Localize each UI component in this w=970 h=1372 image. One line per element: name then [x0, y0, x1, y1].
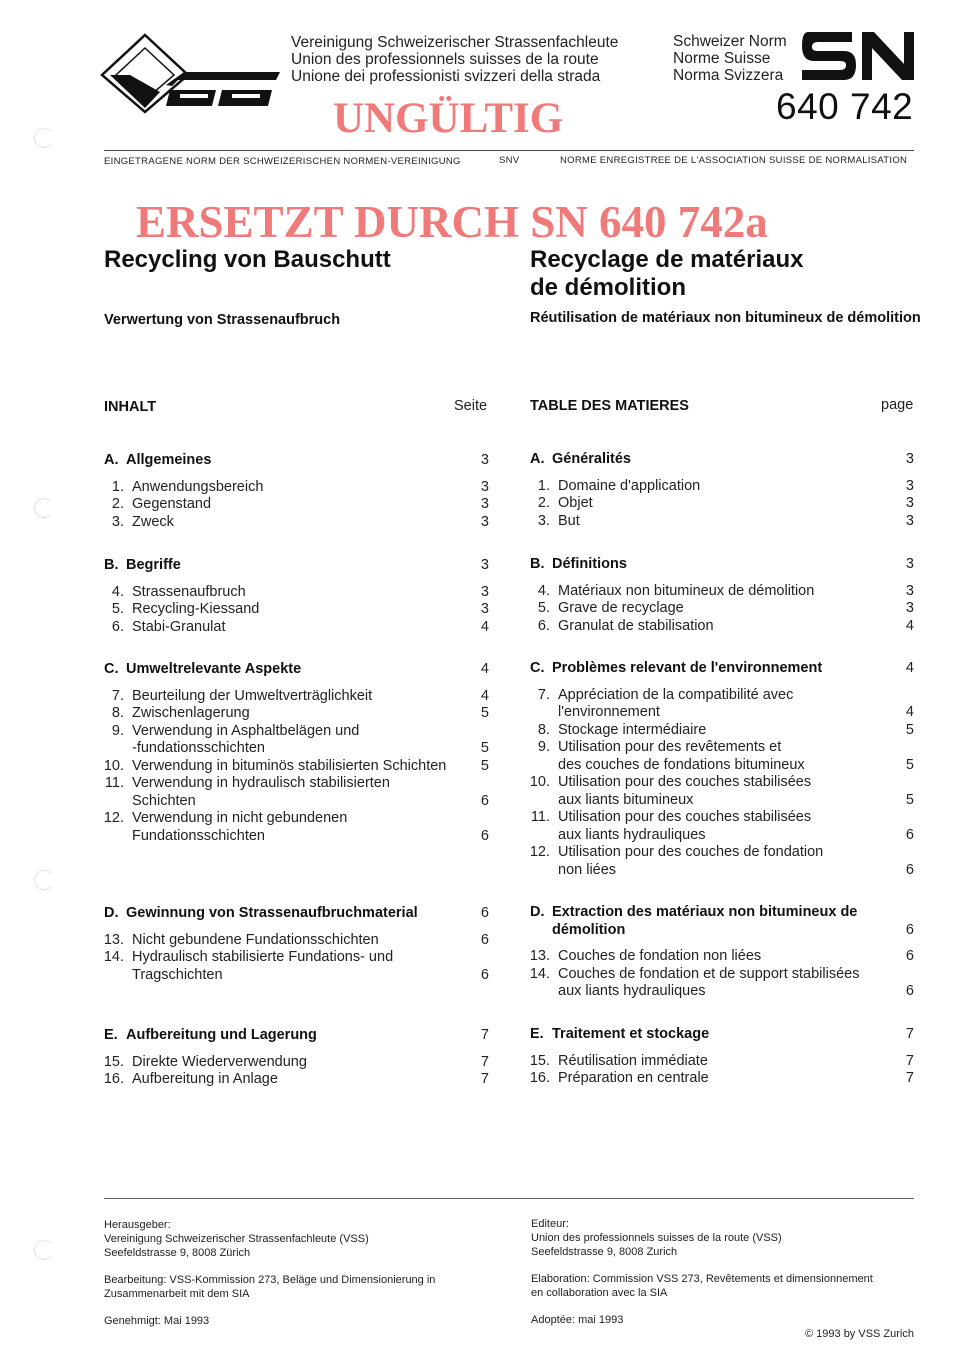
- toc-item-text: l'environnement: [558, 704, 660, 720]
- toc-item-page: 4: [480, 618, 489, 635]
- toc-item-number: 16.: [103, 1071, 124, 1087]
- toc-item-text: Réutilisation immédiate: [558, 1052, 708, 1069]
- toc-item-text: Appréciation de la compatibilité avec: [558, 686, 794, 703]
- toc-item-text: Recycling-Kiessand: [132, 601, 260, 617]
- toc-item-page: 6: [480, 827, 489, 844]
- toc-item-number: 7.: [537, 686, 550, 703]
- toc-item-text: non liées: [558, 861, 617, 878]
- toc-section-letter: E.: [530, 1026, 544, 1042]
- punch-hole-mark: [34, 128, 54, 148]
- toc-page-label-fr: page: [881, 397, 914, 413]
- toc-section-page: 3: [480, 452, 489, 468]
- toc-item-text: Grave de recyclage: [558, 600, 684, 616]
- toc-item-number: 10.: [103, 757, 124, 774]
- toc-item-page: 6: [905, 861, 914, 878]
- toc-item-text: Utilisation pour des revêtements et: [558, 739, 782, 755]
- title-de: Recycling von Bauschutt: [104, 246, 391, 273]
- toc-item-text: Matériaux non bitumineux de démolition: [558, 582, 815, 599]
- toc-heading-fr: TABLE DES MATIERES: [530, 398, 689, 414]
- toc-section-name: Allgemeines: [126, 452, 212, 468]
- toc-item-text: aux liants bitumineux: [558, 791, 694, 808]
- toc-section-page: 7: [480, 1027, 489, 1043]
- toc-section-title: [104, 1027, 317, 1043]
- publisher-label-fr: Editeur:: [531, 1218, 569, 1230]
- editing-line1-de: Bearbeitung: VSS-Kommission 273, Beläge und Dimensionierung in: [104, 1274, 436, 1286]
- toc-item-text: Verwendung in nicht gebundenen: [132, 810, 348, 826]
- toc-item-text: Utilisation pour des couches de fondation: [558, 844, 824, 860]
- toc-item-text: -fundationsschichten: [132, 740, 265, 756]
- toc-section-letter: D.: [530, 904, 545, 920]
- toc-item-text: Verwendung in hydraulisch stabilisierten: [132, 775, 390, 791]
- toc-section-name: Umweltrelevante Aspekte: [126, 661, 302, 677]
- toc-section-title: [104, 905, 418, 921]
- toc-item-page: 3: [480, 583, 489, 600]
- toc-item-text: Granulat de stabilisation: [558, 617, 714, 634]
- toc-item-text: aux liants hydrauliques: [558, 983, 706, 999]
- toc-item-text: Direkte Wiederverwendung: [132, 1053, 307, 1070]
- toc-section-title: [104, 452, 211, 468]
- toc-item-page: 3: [480, 478, 489, 495]
- registration-snv: SNV: [499, 155, 520, 166]
- toc-section-letter: B.: [530, 556, 545, 572]
- toc-section-title-cont: démolition: [552, 921, 626, 938]
- toc-section-letter: B.: [104, 557, 119, 573]
- toc-item-number: 11.: [530, 809, 550, 825]
- publisher-label-de: Herausgeber:: [104, 1219, 171, 1231]
- toc-section-title: [104, 557, 181, 573]
- org-name-it: Unione dei professionisti svizzeri della strada: [291, 68, 601, 85]
- toc-item-text: Fundationsschichten: [132, 827, 265, 844]
- punch-hole-mark: [34, 498, 54, 518]
- toc-item-page: 5: [480, 740, 489, 756]
- toc-section-name: Traitement et stockage: [552, 1026, 710, 1042]
- org-name-de: Vereinigung Schweizerischer Strassenfachleute: [291, 34, 619, 51]
- toc-item-page: 3: [480, 496, 489, 512]
- toc-item-number: 9.: [537, 739, 550, 755]
- stamp-replaced: ERSETZT DURCH SN 640 742a: [136, 197, 768, 247]
- norm-label-it: Norma Svizzera: [673, 67, 784, 84]
- vss-logo: [100, 30, 282, 116]
- toc-item-page: 3: [905, 600, 914, 616]
- org-name-fr: Union des professionnels suisses de la route: [291, 51, 599, 68]
- toc-item-text: Zwischenlagerung: [132, 705, 250, 721]
- toc-section-page: 6: [480, 905, 489, 921]
- toc-item-page: 3: [480, 513, 489, 530]
- toc-item-page: 3: [480, 601, 489, 617]
- norm-label-fr: Norme Suisse: [673, 50, 771, 67]
- toc-section-name: Problèmes relevant de l'environnement: [552, 660, 823, 676]
- toc-item-page: 5: [905, 791, 914, 808]
- footer-fr: [531, 1217, 873, 1327]
- publisher-name-de: Vereinigung Schweizerischer Strassenfachleute (VSS): [104, 1233, 369, 1245]
- toc-item-page: 3: [905, 495, 914, 511]
- toc-item-number: 1.: [537, 477, 550, 494]
- norm-label-de: Schweizer Norm: [673, 33, 787, 50]
- registration-fr: NORME ENREGISTREE DE L'ASSOCIATION SUISSE DE NORMALISATION: [560, 155, 908, 166]
- toc-item-text: Domaine d'application: [558, 477, 701, 494]
- toc-item-text: Hydraulisch stabilisierte Fundations- und: [132, 949, 394, 965]
- toc-item-page: 4: [905, 704, 914, 720]
- toc-heading-de: INHALT: [104, 399, 157, 415]
- toc-section-letter: D.: [104, 905, 119, 921]
- toc-item-number: 2.: [111, 496, 124, 512]
- toc-section-name: Begriffe: [126, 557, 181, 573]
- editing-line2-fr: en collaboration avec la SIA: [531, 1287, 668, 1299]
- toc-item-page: 3: [905, 512, 914, 529]
- toc-section-title: [530, 1026, 709, 1042]
- toc-item-number: 3.: [111, 513, 124, 530]
- toc-item-number: 2.: [537, 495, 550, 511]
- toc-item-page: 4: [480, 687, 489, 704]
- publisher-address-de: Seefeldstrasse 9, 8008 Zürich: [104, 1247, 251, 1259]
- toc-item-number: 5.: [537, 600, 550, 616]
- toc-item-text: Couches de fondation et de support stabilisées: [558, 965, 860, 982]
- toc-page-label-de: Seite: [454, 398, 488, 414]
- toc-section-page: 7: [905, 1026, 914, 1042]
- toc-section-title: [530, 904, 857, 920]
- toc-item-number: 4.: [537, 582, 550, 599]
- toc-item-page: 7: [905, 1052, 914, 1069]
- toc-section-name: Définitions: [552, 556, 627, 572]
- copyright: © 1993 by VSS Zurich: [805, 1328, 914, 1340]
- toc-item-text: Gegenstand: [132, 496, 212, 512]
- footer-rule: [104, 1198, 914, 1199]
- toc-item-number: 9.: [111, 722, 124, 739]
- footer-de: [104, 1218, 435, 1328]
- header-rule: [104, 150, 914, 151]
- title-fr-line2: de démolition: [530, 274, 686, 301]
- registration-de: EINGETRAGENE NORM DER SCHWEIZERISCHEN NORMEN-VEREINIGUNG: [104, 156, 461, 167]
- toc-item-page: 5: [905, 721, 914, 738]
- toc-item-number: 7.: [111, 687, 124, 704]
- toc-item-page: 6: [480, 792, 489, 809]
- toc-item-page: 6: [905, 983, 914, 999]
- toc-item-text: Objet: [558, 495, 593, 511]
- toc-item-text: aux liants hydrauliques: [558, 826, 706, 843]
- toc-section-letter: A.: [104, 452, 119, 468]
- toc-item-page: 6: [905, 948, 914, 964]
- toc-section-page: 3: [480, 557, 489, 573]
- toc-item-number: 13.: [103, 931, 124, 948]
- toc-item-text: Utilisation pour des couches stabilisées: [558, 809, 812, 825]
- toc-section-letter: C.: [530, 660, 545, 676]
- publisher-address-fr: Seefeldstrasse 9, 8008 Zurich: [531, 1246, 678, 1258]
- toc-item-number: 6.: [537, 617, 550, 634]
- toc-section-title: [530, 451, 631, 467]
- toc-item-text: But: [558, 512, 580, 529]
- toc-section-page: 4: [480, 661, 489, 677]
- toc-item-number: 14.: [529, 965, 550, 982]
- toc-item-page: 7: [480, 1053, 489, 1070]
- toc-item-number: 1.: [111, 478, 124, 495]
- toc-section-page: 3: [905, 451, 914, 467]
- toc-item-number: 3.: [537, 512, 550, 529]
- toc-item-text: Verwendung in Asphaltbelägen und: [132, 722, 360, 739]
- toc-section-title: [530, 660, 822, 676]
- toc-item-text: Aufbereitung in Anlage: [132, 1071, 278, 1087]
- toc-item-number: 6.: [111, 618, 124, 635]
- sn-logo: [800, 30, 916, 82]
- toc-item-number: 16.: [529, 1070, 550, 1086]
- editing-line2-de: Zusammenarbeit mit dem SIA: [104, 1288, 250, 1300]
- toc-item-page: 6: [905, 826, 914, 843]
- toc-item-text: Nicht gebundene Fundationsschichten: [132, 931, 379, 948]
- subtitle-de: Verwertung von Strassenaufbruch: [104, 312, 341, 328]
- toc-section-page: 3: [905, 556, 914, 572]
- toc-item-number: 5.: [111, 601, 124, 617]
- toc-item-number: 12.: [103, 810, 124, 826]
- toc-section-letter: C.: [104, 661, 119, 677]
- toc-item-page: 7: [905, 1070, 914, 1086]
- toc-item-number: 15.: [103, 1053, 124, 1070]
- punch-hole-mark: [34, 870, 54, 890]
- approved-fr: Adoptée: mai 1993: [531, 1314, 624, 1326]
- toc-item-text: Couches de fondation non liées: [558, 948, 762, 964]
- toc-section-letter: E.: [104, 1027, 118, 1043]
- toc-item-text: Tragschichten: [132, 966, 223, 983]
- toc-item-text: Beurteilung der Umweltverträglichkeit: [132, 687, 373, 704]
- toc-section-title: [104, 661, 301, 677]
- subtitle-fr: Réutilisation de matériaux non bitumineux de démolition: [530, 310, 921, 326]
- toc-item-page: 3: [905, 477, 914, 494]
- toc-section-page: 4: [905, 660, 914, 676]
- toc-section-title: [530, 556, 627, 572]
- toc-item-page: 6: [480, 966, 489, 983]
- toc-item-number: 10.: [529, 774, 550, 790]
- toc-section-name: Extraction des matériaux non bitumineux de: [552, 904, 858, 920]
- toc-item-number: 13.: [529, 948, 550, 964]
- toc-item-number: 15.: [529, 1052, 550, 1069]
- punch-hole-mark: [34, 1240, 54, 1260]
- toc-item-text: des couches de fondations bitumineux: [558, 756, 805, 773]
- toc-item-page: 7: [480, 1071, 489, 1087]
- norm-number: 640 742: [776, 86, 914, 127]
- toc-section-name: Gewinnung von Strassenaufbruchmaterial: [126, 905, 418, 921]
- toc-section-name: Généralités: [552, 451, 631, 467]
- toc-item-text: Anwendungsbereich: [132, 478, 264, 495]
- toc-item-text: Zweck: [132, 513, 174, 530]
- toc-item-page: 3: [905, 582, 914, 599]
- toc-item-page: 4: [905, 617, 914, 634]
- toc-item-page: 5: [480, 705, 489, 721]
- toc-section-name: Aufbereitung und Lagerung: [126, 1027, 317, 1043]
- toc-section-page: 6: [905, 921, 914, 938]
- toc-item-number: 12.: [529, 844, 550, 860]
- toc-item-text: Préparation en centrale: [558, 1070, 709, 1086]
- toc-item-number: 11.: [104, 775, 124, 791]
- toc-item-page: 5: [905, 756, 914, 773]
- toc-item-text: Stabi-Granulat: [132, 618, 226, 635]
- publisher-name-fr: Union des professionnels suisses de la route (VSS): [531, 1232, 782, 1244]
- toc-item-text: Strassenaufbruch: [132, 583, 246, 600]
- stamp-invalid: UNGÜLTIG: [333, 95, 564, 142]
- editing-line1-fr: Elaboration: Commission VSS 273, Revêtements et dimensionnement: [531, 1273, 873, 1285]
- toc-item-number: 8.: [537, 721, 550, 738]
- toc-item-text: Schichten: [132, 792, 196, 809]
- toc-item-number: 4.: [111, 583, 124, 600]
- toc-item-page: 5: [480, 757, 489, 774]
- toc-item-number: 8.: [111, 705, 124, 721]
- toc-item-text: Verwendung in bituminös stabilisierten Schichten: [132, 757, 447, 774]
- toc-item-text: Stockage intermédiaire: [558, 721, 707, 738]
- toc-item-text: Utilisation pour des couches stabilisées: [558, 774, 812, 790]
- toc-item-page: 6: [480, 931, 489, 948]
- toc-item-number: 14.: [103, 949, 124, 965]
- toc-section-letter: A.: [530, 451, 545, 467]
- title-fr-line1: Recyclage de matériaux: [530, 246, 804, 273]
- approved-de: Genehmigt: Mai 1993: [104, 1315, 210, 1327]
